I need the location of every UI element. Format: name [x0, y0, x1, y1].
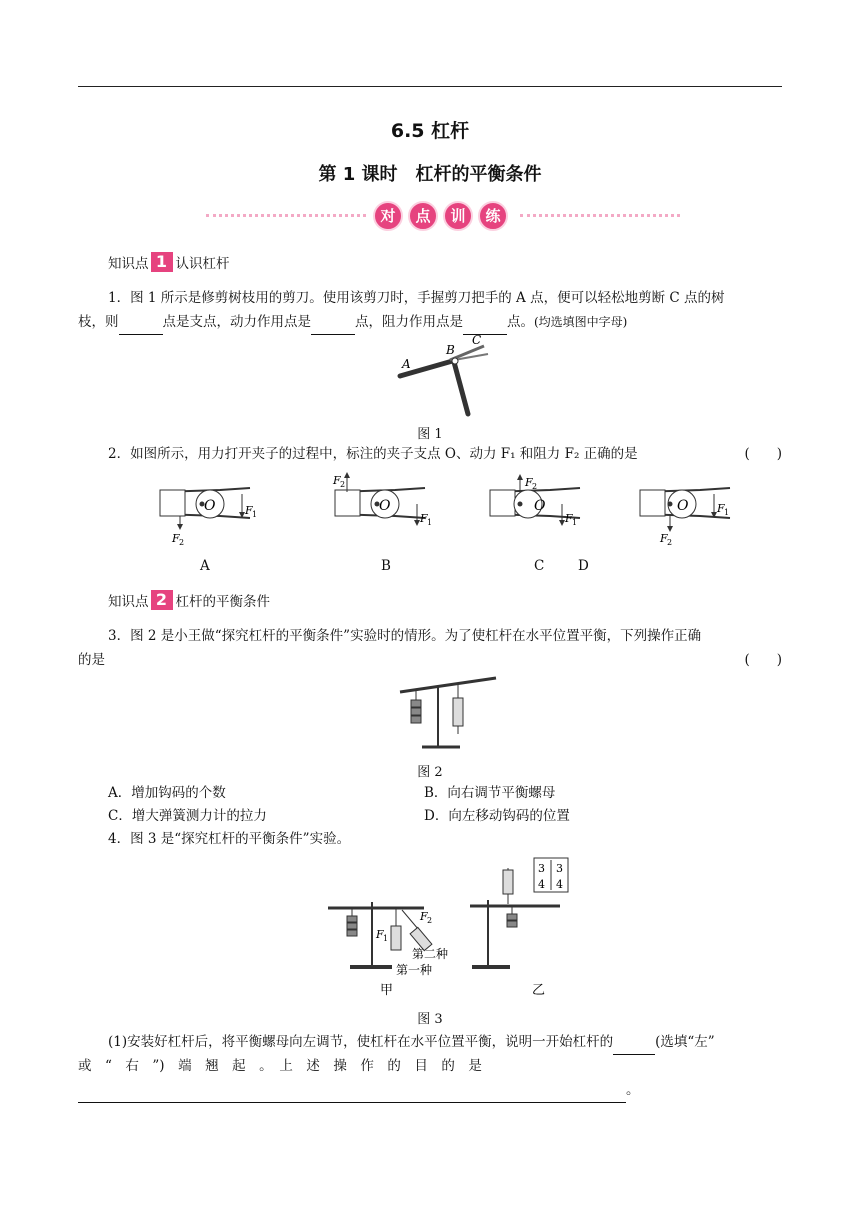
figure-3-left: [328, 902, 448, 998]
svg-text:F: F: [333, 474, 341, 487]
label-first: 第一种: [396, 963, 433, 977]
banner-char: 对: [373, 201, 403, 231]
answer-paren[interactable]: ( ): [744, 652, 782, 668]
clip-b: [332, 472, 432, 527]
svg-text:1: 1: [572, 518, 578, 527]
question-1-line2: 枝，则 点是支点，动力作用点是 点，阻力作用点是 点。(均选填图中字母): [78, 310, 782, 335]
section-title: 6.5 杠杆: [390, 120, 470, 142]
option-b-label: B: [381, 558, 391, 574]
question-4-sub1: (1)安装好杠杆后，将平衡螺母向左调节，使杠杆在水平位置平衡，说明一开始杠杆的 (选填“左”: [78, 1030, 782, 1055]
svg-text:3: 3: [538, 862, 545, 875]
banner-char: 训: [443, 201, 473, 231]
clip-a: [160, 488, 257, 547]
svg-text:O: O: [379, 498, 391, 514]
question-3: 3．图 2 是小王做“探究杠杆的平衡条件”实验时的情形。为了使杠杆在水平位置平衡，下列操作正确: [108, 628, 702, 644]
figure-3-caption: 图 3: [417, 1012, 443, 1027]
question-4-sub1-line2: 或 “ 右 ”) 端 翘 起 。 上 述 操 作 的 目 的 是: [78, 1058, 482, 1074]
header-rule: [78, 86, 782, 87]
label-second: 第二种: [412, 947, 449, 961]
label-yi: 乙: [532, 983, 546, 998]
banner-dots-left: [206, 214, 366, 217]
option-a-label: A: [200, 558, 210, 574]
figure-1-caption: 图 1: [417, 427, 443, 442]
answer-blank[interactable]: [311, 310, 355, 335]
svg-text:3: 3: [556, 862, 563, 875]
svg-text:F: F: [376, 928, 384, 941]
knowledge-point-1: [108, 252, 230, 272]
svg-text:2: 2: [532, 482, 538, 491]
svg-text:F: F: [660, 532, 668, 545]
svg-text:O: O: [204, 498, 216, 514]
label-jia: 甲: [380, 983, 394, 998]
svg-text:1: 1: [252, 510, 258, 519]
svg-text:F: F: [525, 476, 533, 489]
banner-dots-right: [520, 214, 680, 217]
svg-text:2: 2: [179, 538, 185, 547]
svg-text:F: F: [172, 532, 180, 545]
clip-c: [490, 474, 580, 527]
lesson-title: 第 1 课时 杠杆的平衡条件: [318, 164, 542, 185]
option-d-label: D: [578, 558, 589, 574]
svg-text:1: 1: [427, 518, 433, 527]
svg-text:2: 2: [340, 480, 346, 489]
svg-text:4: 4: [538, 878, 545, 891]
svg-text:F: F: [420, 910, 428, 923]
svg-text:1: 1: [724, 508, 730, 517]
label-b: B: [446, 343, 455, 357]
figure-3-levers: [320, 856, 570, 1001]
figure-clips: [150, 470, 750, 550]
clip-d: [640, 488, 730, 547]
figure-2-caption: 图 2: [417, 765, 443, 780]
q3-option-a[interactable]: A．增加钩码的个数: [108, 785, 226, 801]
question-3-line2: 的是 ( ): [78, 648, 782, 672]
svg-text:2: 2: [427, 916, 433, 925]
svg-text:F: F: [565, 512, 573, 525]
kp-prefix: 知识点: [108, 256, 149, 272]
kp-number: 2: [151, 590, 173, 610]
svg-text:2: 2: [667, 538, 673, 547]
q3-option-b[interactable]: B．向右调节平衡螺母: [424, 785, 556, 801]
svg-text:O: O: [534, 498, 546, 514]
question-1: [78, 286, 782, 310]
answer-blank[interactable]: [119, 310, 163, 335]
kp-number: 1: [151, 252, 173, 272]
kp-prefix: 知识点: [108, 594, 149, 610]
answer-paren[interactable]: ( ): [744, 446, 782, 462]
question-2: 2．如图所示，用力打开夹子的过程中，标注的夹子支点 O、动力 F₁ 和阻力 F₂ 正确的是 ( ): [78, 442, 782, 466]
knowledge-point-2: [108, 590, 270, 610]
option-c-label: C: [534, 558, 545, 574]
answer-blank[interactable]: [78, 1078, 626, 1103]
kp-label: 杠杆的平衡条件: [175, 594, 270, 610]
svg-text:4: 4: [556, 878, 563, 891]
svg-text:F: F: [717, 502, 725, 515]
figure-3-right: [470, 858, 568, 998]
answer-blank[interactable]: [613, 1030, 655, 1055]
question-4: 4．图 3 是“探究杠杆的平衡条件”实验。: [108, 831, 351, 847]
q1-line1: 1．图 1 所示是修剪树枝用的剪刀。使用该剪刀时，手握剪刀把手的 A 点，便可以轻松地剪断 C 点的树: [108, 290, 725, 306]
label-c: C: [472, 333, 482, 347]
q3-option-c[interactable]: C．增大弹簧测力计的拉力: [108, 808, 267, 824]
practice-banner: [373, 201, 519, 231]
figure-1-shears: [392, 332, 502, 418]
q3-option-d[interactable]: D．向左移动钩码的位置: [424, 808, 570, 824]
label-a: A: [402, 357, 411, 371]
kp-label: 认识杠杆: [175, 256, 230, 272]
figure-2-lever: [396, 670, 500, 752]
svg-text:F: F: [245, 504, 253, 517]
svg-text:F: F: [420, 512, 428, 525]
svg-text:O: O: [677, 498, 689, 514]
banner-char: 练: [478, 201, 508, 231]
svg-text:1: 1: [383, 934, 389, 943]
banner-char: 点: [408, 201, 438, 231]
question-4-sub1-line3: 。: [78, 1078, 782, 1103]
